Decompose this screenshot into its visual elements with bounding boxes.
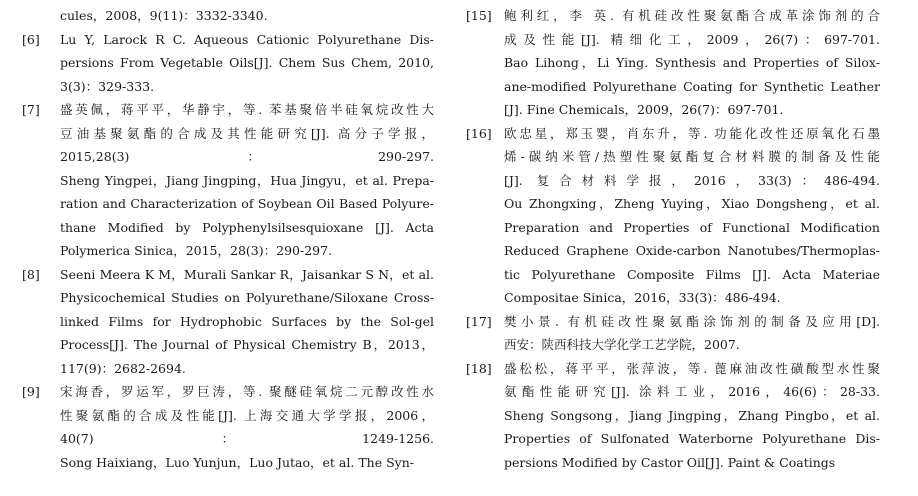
reference-body — [504, 4, 880, 122]
reference-line: Properties of Sulfonated Waterborne Polyurethane Dis- — [504, 431, 880, 446]
reference-line: 3(3)：329-333. — [60, 78, 155, 94]
reference-line: ane-modified Polyurethane Coating for Synthetic Leather — [504, 78, 880, 94]
reference-line: [J]. 复合材料学报，2016，33(3)：486-494. — [504, 172, 880, 188]
reference-entry — [466, 4, 880, 122]
reference-number: [15] — [466, 8, 492, 23]
reference-line: Compositae Sinica，2016，33(3)：486-494. — [504, 290, 781, 305]
reference-line: Sheng Songsong，Jiang Jingping，Zhang Pingbo，et al. — [504, 407, 880, 423]
right-column — [466, 4, 880, 474]
reference-entry — [466, 357, 880, 475]
reference-line: 盛松松，蒋平平，张萍波，等. 蓖麻油改性磺酸型水性聚 — [504, 360, 880, 376]
reference-line: Physicochemical Studies on Polyurethane/Siloxane Cross- — [60, 290, 434, 305]
reference-line: linked Films for Hydrophobic Surfaces by the Sol-gel — [60, 313, 434, 329]
reference-line: 成及性能[J]. 精细化工，2009，26(7)：697-701. — [504, 31, 880, 47]
reference-body — [504, 310, 880, 357]
reference-line: 欧忠星，郑玉婴，肖东升，等. 功能化改性还原氧化石墨 — [504, 125, 880, 141]
reference-line: 2015,28(3)：290-297. — [60, 149, 434, 164]
reference-line: Sheng Yingpei，Jiang Jingping，Hua Jingyu，et al. Prepa- — [60, 172, 434, 188]
reference-entry — [22, 380, 434, 474]
reference-line: Preparation and Properties of Functional Modification — [504, 219, 880, 235]
reference-number: [6] — [22, 31, 40, 47]
reference-entry — [22, 98, 434, 263]
reference-line: Reduced Graphene Oxide-carbon Nanotubes/Thermoplas- — [504, 243, 880, 258]
reference-line: 豆油基聚氨酯的合成及其性能研究[J]. 高分子学报， — [60, 125, 434, 141]
left-column — [22, 4, 434, 474]
reference-body — [504, 357, 880, 475]
reference-line: 樊小景. 有机硅改性聚氨酯涂饰剂的制备及应用[D]. — [504, 313, 880, 329]
reference-body — [504, 122, 880, 310]
reference-line: 鲍利红，李 英. 有机硅改性聚氨酯合成革涂饰剂的合 — [504, 8, 880, 23]
reference-line: 盛英佩，蒋平平，华静宇，等. 苯基聚倍半硅氧烷改性大 — [60, 102, 434, 117]
reference-number: [18] — [466, 360, 492, 376]
reference-entry — [22, 28, 434, 99]
reference-body — [60, 28, 434, 99]
reference-line: 烯-碳纳米管/热塑性聚氨酯复合材料膜的制备及性能 — [504, 149, 880, 164]
reference-number: [17] — [466, 313, 492, 329]
reference-line: thane Modified by Polyphenylsilsesquioxane [J]. Acta — [60, 219, 434, 235]
reference-line: persions Modified by Castor Oil[J]. Paint & Coatings — [504, 454, 836, 470]
reference-line: tic Polyurethane Composite Films [J]. Acta Materiae — [504, 266, 880, 282]
reference-number: [8] — [22, 266, 40, 282]
reference-body — [60, 263, 434, 381]
reference-line: 117(9)：2682-2694. — [60, 360, 186, 376]
reference-number: [16] — [466, 125, 492, 141]
reference-line: 40(7)：1249-1256. — [60, 431, 434, 446]
reference-entry — [22, 263, 434, 381]
reference-line: ration and Characterization of Soybean Oil Based Polyure- — [60, 196, 434, 211]
reference-line: Song Haixiang，Luo Yunjun，Luo Jutao，et al. The Syn- — [60, 454, 414, 470]
reference-line: Seeni Meera K M，Murali Sankar R，Jaisankar S N，et al. — [60, 266, 434, 282]
reference-line: persions From Vegetable Oils[J]. Chem Sus Chem, 2010, — [60, 55, 434, 70]
reference-line: Bao Lihong，Li Ying. Synthesis and Properties of Silox- — [504, 55, 880, 70]
reference-entry — [466, 122, 880, 310]
reference-body — [60, 380, 434, 474]
reference-line: 性聚氨酯的合成及性能[J]. 上海交通大学学报，2006， — [60, 407, 434, 423]
reference-body — [60, 98, 434, 263]
reference-line: 氨酯性能研究[J]. 涂料工业，2016，46(6)：28-33. — [504, 384, 880, 399]
reference-number: [9] — [22, 384, 40, 399]
reference-line: 宋海香，罗运军，罗巨涛，等. 聚醚硅氧烷二元醇改性水 — [60, 384, 434, 399]
reference-line: [J]. Fine Chemicals，2009，26(7)：697-701. — [504, 102, 784, 117]
reference-entry — [466, 310, 880, 357]
reference-line: Polymerica Sinica，2015，28(3)：290-297. — [60, 243, 333, 258]
reference-number: [7] — [22, 102, 40, 117]
reference-line: Process[J]. The Journal of Physical Chemistry B，2013， — [60, 337, 434, 352]
reference-continuation — [22, 4, 434, 28]
reference-line: cules，2008，9(11)：3332-3340. — [60, 8, 268, 23]
reference-line: Lu Y, Larock R C. Aqueous Cationic Polyurethane Dis- — [60, 31, 434, 47]
reference-line: 西安：陕西科技大学化学工艺学院，2007. — [504, 337, 740, 352]
reference-line: Ou Zhongxing，Zheng Yuying，Xiao Dongsheng，et al. — [504, 196, 880, 211]
